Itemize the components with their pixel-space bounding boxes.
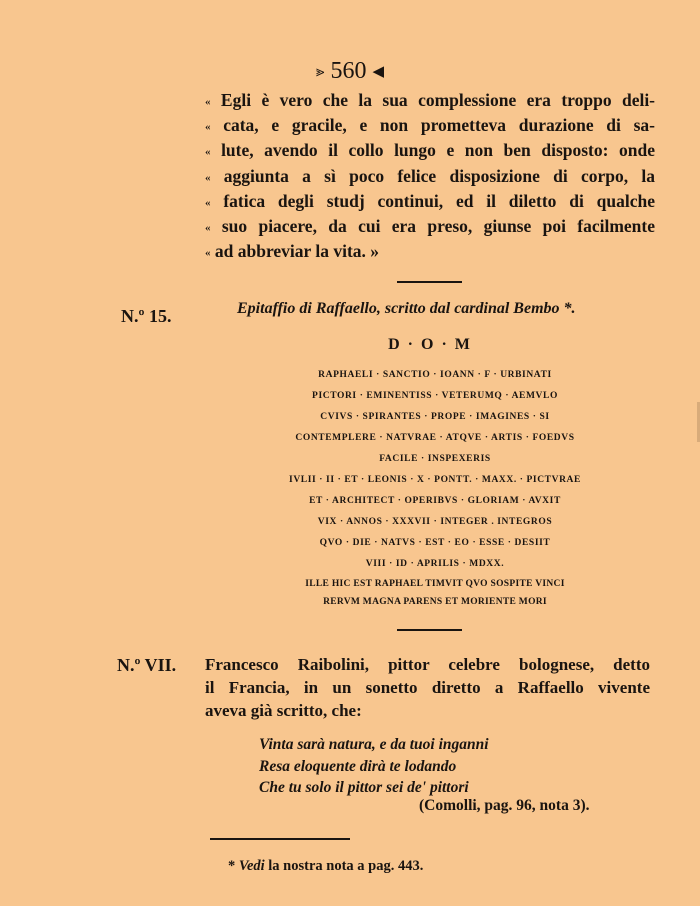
paragraph-line: Francesco Raibolini, pittor celebre bolognese, detto [205,655,650,674]
left-ornament-icon: ⪢ [315,64,325,80]
footnote-vedi: Vedi [238,858,265,874]
epitaph-line: ILLE HIC EST RAPHAEL TIMVIT QVO SOSPITE VINCI [305,579,565,589]
page-number-value: 560 [330,58,367,84]
paragraph-line: il Francia, in un sonetto diretto a Raffaello vivente [205,678,650,697]
epitaph-line: VIX · ANNOS · XXXVII · INTEGER . INTEGROS [317,517,553,527]
quote-line: « aggiunta a sì poco felice disposizione di corpo, la [205,165,655,186]
verse-line: Che tu solo il pittor sei de' pittori [259,779,469,796]
quote-line: « suo piacere, da cui era preso, giunse poi facilmente [205,215,656,236]
footnote-marker: * [228,858,236,874]
epitaph-heading: Epitaffio di Raffaello, scritto dal cardinal Bembo *. [237,300,576,317]
verse-line: Resa eloquente dirà te lodando [259,757,457,775]
epitaph-line: RERVM MAGNA PARENS ET MORIENTE MORI [323,597,547,607]
quote-line: « fatica degli studj continui, ed il diletto di qualche [205,190,656,211]
epitaph-line: QVO · DIE · NATVS · EST · EO · ESSE · DESIIT [319,538,551,548]
epitaph-line: FACILE · INSPEXERIS [379,454,491,464]
verse-line: Vinta sarà natura, e da tuoi inganni [259,736,489,753]
quote-line: « Egli è vero che la sua complessione era troppo deli- [205,90,656,110]
epitaph-line: RAPHAELI · SANCTIO · IOANN · F · URBINATI [318,370,552,380]
quote-line: « ad abbreviar la vita. » [205,241,380,262]
francia-paragraph [205,653,650,722]
page-number [0,58,700,85]
epitaph-line: CVIVS · SPIRANTES · PROPE · IMAGINES · SI [320,412,550,422]
footnote [228,858,423,875]
section-vii-label: N.º VII. [117,655,177,675]
citation: (Comolli, pag. 96, nota 3). [419,797,590,814]
vasari-quote [205,88,655,264]
epitaph-line: VIII · ID · APRILIS · MDXX. [365,559,505,569]
epitaph-inscription [210,365,660,611]
quote-line: « cata, e gracile, e non prometteva durazione di sa- [205,115,655,136]
epitaph-line: ET · ARCHITECT · OPERIBVS · GLORIAM · AVXIT [309,496,561,506]
sonnet-verse [259,734,489,799]
epitaph-line: IVLII · II · ET · LEONIS · X · PONTT. · MAXX. · PICTVRAE [289,475,581,485]
footnote-rule [210,838,350,840]
dom-heading: D · O · M [388,336,472,353]
quote-line: « lute, avendo il collo lungo e non ben disposto: onde [205,140,655,161]
epitaph-line: PICTORI · EMINENTISS · VETERUMQ · AEMVLO [312,391,558,401]
section-divider [397,281,462,283]
epitaph-line: CONTEMPLERE · NATVRAE · ATQVE · ARTIS · FOEDVS [295,433,575,443]
right-ornament-icon: ◀ [372,64,384,80]
paragraph-line: aveva già scritto, che: [205,701,362,720]
section-divider [397,629,462,631]
section-15-label: N.º 15. [121,306,172,326]
footnote-text: la nostra nota a pag. 443. [268,858,424,874]
